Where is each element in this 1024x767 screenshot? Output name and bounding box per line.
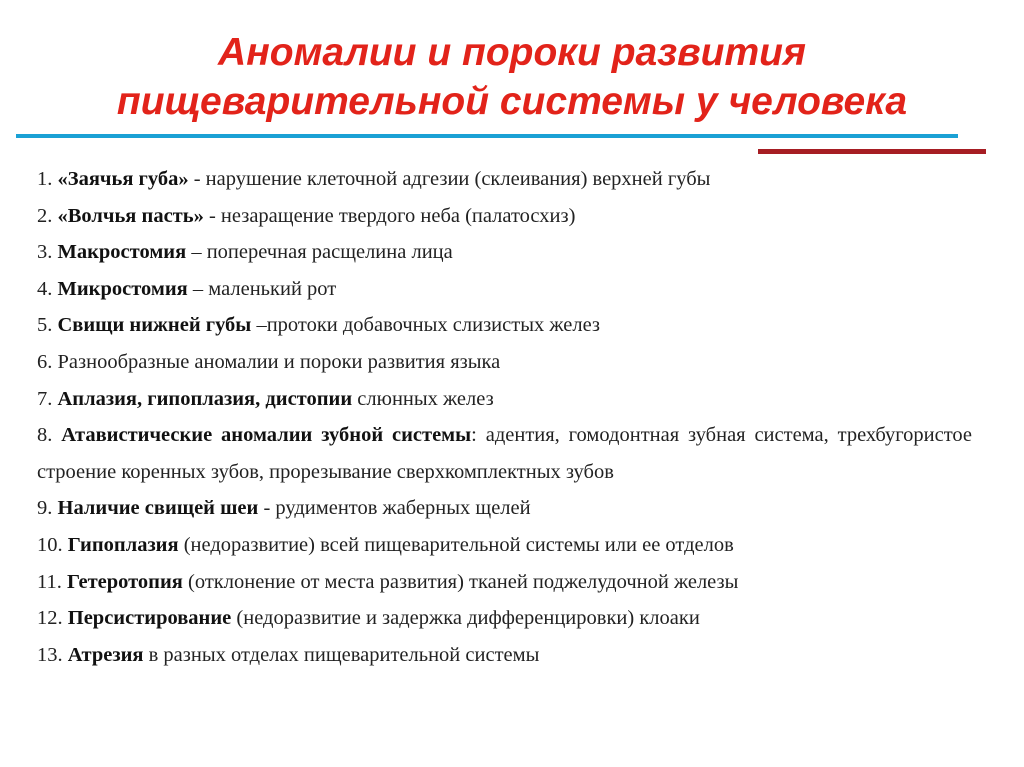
list-item-3 [37,234,972,271]
item-term: Свищи нижней губы [57,314,252,337]
item-number: 13. [37,643,63,666]
item-description: – поперечная расщелина лица [186,241,453,264]
list-item-13 [37,637,972,674]
item-description: в разных отделах пищеварительной системы [143,643,540,666]
list-item-8 [37,417,972,490]
item-description: (недоразвитие и задержка дифференцировки) клоаки [231,607,700,630]
item-number: 5. [37,314,53,337]
list-item-2 [37,198,972,235]
item-term: Аплазия, гипоплазия, дистопии [57,387,353,410]
item-number: 12. [37,607,63,630]
list-item-9 [37,490,972,527]
item-number: 8. [37,424,53,447]
item-term: «Волчья пасть» [57,204,204,227]
item-term: Гипоплазия [67,533,179,556]
item-number: 6. [37,350,53,373]
slide-title-line-2: пищеварительной системы у человека [116,80,908,123]
item-term: Гетеротопия [67,570,183,593]
list-item-12 [37,600,972,637]
list-item-11 [37,564,972,601]
item-description: - нарушение клеточной адгезии (склеивания) верхней губы [188,168,711,190]
item-description: - рудиментов жаберных щелей [258,497,531,520]
item-description: - незаращение твердого неба (палатосхиз) [203,204,576,227]
list-item-4 [37,271,972,308]
list-item-10 [37,527,972,564]
item-term: «Заячья губа» [57,168,189,190]
item-number: 7. [37,387,53,410]
list-item-1 [37,161,972,198]
slide-title-line-1: Аномалии и пороки развития [218,31,806,74]
item-description: Разнообразные аномалии и пороки развития языка [57,350,501,373]
anomalies-list [37,161,972,673]
list-item-6 [37,344,972,381]
item-number: 11. [37,570,62,593]
slide-title [40,28,984,126]
item-term: Макростомия [57,241,187,264]
item-number: 2. [37,204,53,227]
item-term: Наличие свищей шеи [57,497,259,520]
item-description: (недоразвитие) всей пищеварительной системы или ее отделов [178,533,734,556]
item-term: Атрезия [67,643,144,666]
list-item-7 [37,381,972,418]
item-number: 1. [37,168,53,190]
list-item-5 [37,307,972,344]
item-number: 9. [37,497,53,520]
title-underline-red [758,149,986,154]
item-description: –протоки добавочных слизистых желез [251,314,601,337]
item-description: слюнных желез [352,387,494,410]
item-description: – маленький рот [187,277,337,300]
title-underline-blue [16,134,958,138]
item-number: 10. [37,533,63,556]
item-description: : адентия, гомодонтная зубная система, трехбугористое строение коренных зубов, прорезывание сверхкомплектных зубов [37,424,973,483]
item-term: Персистирование [67,607,232,630]
item-number: 3. [37,241,53,264]
item-term: Атавистические аномалии зубной системы [61,424,472,447]
item-description: (отклонение от места развития) тканей поджелудочной железы [182,570,739,593]
item-term: Микростомия [57,277,188,300]
item-number: 4. [37,277,53,300]
